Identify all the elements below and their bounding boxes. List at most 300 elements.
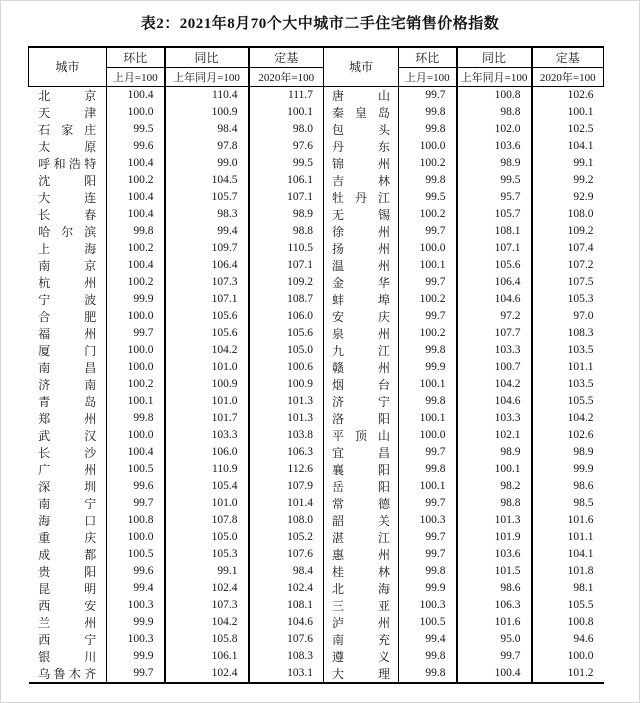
city-cell-right	[324, 155, 399, 172]
city-name: 郑州	[38, 411, 97, 426]
base-cell-right: 97.0	[573, 310, 594, 322]
city-cell-left	[29, 495, 107, 512]
yoy-cell-left: 105.8	[165, 631, 249, 648]
city-cell-left	[29, 104, 107, 121]
base-cell-right: 100.1	[567, 106, 594, 118]
city-name: 昆明	[38, 581, 97, 596]
city-cell-left	[29, 257, 107, 274]
base-cell-left: 108.1	[249, 597, 324, 614]
city-cell-left	[29, 563, 107, 580]
yoy-cell-left: 106.4	[165, 257, 249, 274]
city-cell-right	[324, 512, 399, 529]
table-body	[29, 86, 604, 683]
base-cell-left: 98.4	[249, 563, 324, 580]
base-cell-left: 107.1	[249, 257, 324, 274]
mom-cell-left: 100.0	[107, 529, 165, 546]
city-name: 烟台	[332, 377, 390, 392]
yoy-cell-right: 106.4	[457, 274, 532, 291]
yoy-cell-right: 105.7	[457, 206, 532, 223]
base-cell-left: 108.7	[249, 291, 324, 308]
yoy-cell-right: 100.4	[457, 665, 532, 683]
city-name: 蚌埠	[332, 292, 390, 307]
city-cell-left	[29, 155, 107, 172]
city-name: 兰州	[38, 615, 97, 630]
city-cell-right	[324, 342, 399, 359]
mom-cell-right: 99.8	[399, 393, 457, 410]
yoy-cell-left: 106.0	[165, 444, 249, 461]
city-name: 牡丹江	[332, 190, 390, 205]
base-cell-left: 101.4	[249, 495, 324, 512]
base-cell-right: 107.4	[567, 242, 594, 254]
table-row	[29, 121, 604, 138]
base-cell-right: 101.1	[567, 361, 594, 373]
subheader-base-right: 2020年=100	[532, 67, 604, 86]
city-name: 南宁	[38, 496, 97, 511]
yoy-cell-left: 104.2	[165, 614, 249, 631]
yoy-cell-left: 105.0	[165, 529, 249, 546]
yoy-cell-right: 100.8	[457, 86, 532, 104]
table-row	[29, 478, 604, 495]
mom-cell-left: 99.8	[107, 410, 165, 427]
table-row	[29, 410, 604, 427]
city-name: 哈尔滨	[38, 224, 97, 239]
city-cell-right	[324, 631, 399, 648]
base-cell-right: 105.5	[567, 599, 594, 611]
city-name: 上海	[38, 241, 97, 256]
city-name: 广州	[38, 462, 97, 477]
city-cell-left	[29, 614, 107, 631]
city-name: 成都	[38, 547, 97, 562]
base-cell-left: 99.5	[249, 155, 324, 172]
subheader-base-left: 2020年=100	[249, 67, 324, 86]
mom-cell-right: 100.1	[399, 410, 457, 427]
yoy-cell-right: 107.7	[457, 325, 532, 342]
table-row	[29, 597, 604, 614]
city-name: 大连	[38, 190, 97, 205]
base-cell-left: 107.6	[249, 546, 324, 563]
base-cell-left: 101.3	[249, 410, 324, 427]
mom-cell-left: 99.4	[107, 580, 165, 597]
mom-cell-right: 100.2	[399, 291, 457, 308]
mom-cell-right: 100.0	[399, 427, 457, 444]
mom-cell-left: 99.6	[107, 138, 165, 155]
table-row	[29, 580, 604, 597]
city-cell-right	[324, 444, 399, 461]
mom-cell-left: 99.7	[107, 665, 165, 683]
city-name: 襄阳	[332, 462, 390, 477]
city-cell-left	[29, 223, 107, 240]
city-name: 锦州	[332, 156, 390, 171]
header-mom-left: 环比	[107, 47, 165, 67]
header-mom-right: 环比	[399, 47, 457, 67]
base-cell-right: 108.0	[567, 208, 594, 220]
mom-cell-right: 99.8	[399, 342, 457, 359]
city-cell-right	[324, 427, 399, 444]
base-cell-left: 103.1	[249, 665, 324, 683]
mom-cell-right: 99.9	[399, 580, 457, 597]
table-header	[29, 47, 604, 86]
base-cell-right: 101.6	[567, 514, 594, 526]
city-cell-left	[29, 172, 107, 189]
table-row	[29, 86, 604, 104]
mom-cell-left: 100.8	[107, 512, 165, 529]
base-cell-right: 99.2	[573, 174, 594, 186]
base-cell-right: 104.1	[567, 140, 594, 152]
city-cell-left	[29, 308, 107, 325]
mom-cell-left: 100.4	[107, 257, 165, 274]
city-cell-left	[29, 325, 107, 342]
city-cell-right	[324, 393, 399, 410]
city-cell-left	[29, 138, 107, 155]
city-cell-right	[324, 325, 399, 342]
mom-cell-left: 100.5	[107, 461, 165, 478]
city-cell-right	[324, 546, 399, 563]
base-cell-right: 98.9	[573, 446, 594, 458]
city-name: 石家庄	[38, 122, 97, 137]
city-cell-right	[324, 495, 399, 512]
header-city-right: 城市	[324, 47, 399, 86]
mom-cell-left: 100.4	[107, 189, 165, 206]
city-name: 桂林	[332, 564, 390, 579]
city-name: 温州	[332, 258, 390, 273]
table-row	[29, 495, 604, 512]
city-name: 徐州	[332, 224, 390, 239]
city-cell-right	[324, 410, 399, 427]
city-name: 呼和浩特	[38, 156, 97, 171]
mom-cell-left: 100.1	[107, 393, 165, 410]
yoy-cell-right: 104.6	[457, 393, 532, 410]
mom-cell-left: 100.2	[107, 172, 165, 189]
city-name: 宁波	[38, 292, 97, 307]
mom-cell-right: 99.7	[399, 546, 457, 563]
mom-cell-left: 100.5	[107, 546, 165, 563]
city-name: 福州	[38, 326, 97, 341]
base-cell-right: 99.9	[573, 463, 594, 475]
mom-cell-right: 99.8	[399, 461, 457, 478]
city-name: 洛阳	[332, 411, 390, 426]
table-row	[29, 206, 604, 223]
city-cell-right	[324, 597, 399, 614]
table-row	[29, 376, 604, 393]
yoy-cell-right: 102.1	[457, 427, 532, 444]
base-cell-right: 101.2	[567, 667, 594, 679]
yoy-cell-left: 110.9	[165, 461, 249, 478]
city-name: 赣州	[332, 360, 390, 375]
city-cell-left	[29, 597, 107, 614]
base-cell-left: 100.9	[249, 376, 324, 393]
city-name: 深圳	[38, 479, 97, 494]
base-cell-left: 98.9	[249, 206, 324, 223]
base-cell-left: 103.8	[249, 427, 324, 444]
city-cell-right	[324, 104, 399, 121]
yoy-cell-right: 105.6	[457, 257, 532, 274]
mom-cell-left: 100.0	[107, 308, 165, 325]
subheader-yoy-left: 上年同月=100	[165, 67, 249, 86]
city-name: 安庆	[332, 309, 390, 324]
yoy-cell-left: 109.7	[165, 240, 249, 257]
mom-cell-right: 99.7	[399, 223, 457, 240]
mom-cell-right: 99.7	[399, 274, 457, 291]
base-cell-left: 112.6	[249, 461, 324, 478]
city-name: 天津	[38, 105, 97, 120]
yoy-cell-left: 101.0	[165, 393, 249, 410]
mom-cell-left: 99.9	[107, 291, 165, 308]
base-cell-right: 102.6	[567, 89, 594, 101]
city-name: 长春	[38, 207, 97, 222]
city-cell-left	[29, 631, 107, 648]
table-row	[29, 291, 604, 308]
yoy-cell-right: 100.7	[457, 359, 532, 376]
yoy-cell-left: 110.4	[165, 86, 249, 104]
city-name: 无锡	[332, 207, 390, 222]
yoy-cell-right: 98.8	[457, 104, 532, 121]
yoy-cell-right: 103.6	[457, 546, 532, 563]
base-cell-left: 104.6	[249, 614, 324, 631]
base-cell-left: 108.3	[249, 648, 324, 665]
mom-cell-left: 100.0	[107, 104, 165, 121]
yoy-cell-left: 105.7	[165, 189, 249, 206]
city-name: 乌鲁木齐	[38, 666, 97, 681]
city-name: 丹东	[332, 139, 390, 154]
base-cell-left: 109.2	[249, 274, 324, 291]
table-row	[29, 444, 604, 461]
city-name: 沈阳	[38, 173, 97, 188]
page-title: 表2：2021年8月70个大中城市二手住宅销售价格指数	[140, 16, 500, 32]
city-cell-right	[324, 648, 399, 665]
city-cell-right	[324, 580, 399, 597]
yoy-cell-right: 98.2	[457, 478, 532, 495]
city-cell-right	[324, 308, 399, 325]
mom-cell-right: 100.2	[399, 325, 457, 342]
yoy-cell-right: 103.6	[457, 138, 532, 155]
city-name: 宜昌	[332, 445, 390, 460]
city-cell-left	[29, 291, 107, 308]
city-name: 泸州	[332, 615, 390, 630]
city-name: 扬州	[332, 241, 390, 256]
base-cell-right: 107.2	[567, 259, 594, 271]
table-row	[29, 393, 604, 410]
mom-cell-left: 100.4	[107, 155, 165, 172]
city-name: 大理	[332, 666, 390, 681]
mom-cell-right: 100.0	[399, 138, 457, 155]
city-cell-left	[29, 393, 107, 410]
city-cell-right	[324, 478, 399, 495]
base-cell-left: 100.1	[249, 104, 324, 121]
base-cell-left: 105.2	[249, 529, 324, 546]
yoy-cell-left: 104.5	[165, 172, 249, 189]
mom-cell-right: 100.2	[399, 206, 457, 223]
table-row	[29, 614, 604, 631]
yoy-cell-right: 106.3	[457, 597, 532, 614]
yoy-cell-right: 99.5	[457, 172, 532, 189]
base-cell-left: 98.8	[249, 223, 324, 240]
mom-cell-right: 100.1	[399, 376, 457, 393]
yoy-cell-right: 98.9	[457, 155, 532, 172]
base-cell-right: 109.2	[567, 225, 594, 237]
city-name: 西宁	[38, 632, 97, 647]
yoy-cell-left: 103.3	[165, 427, 249, 444]
yoy-cell-right: 108.1	[457, 223, 532, 240]
table-row	[29, 665, 604, 683]
base-cell-right: 107.5	[567, 276, 594, 288]
yoy-cell-left: 100.9	[165, 376, 249, 393]
city-name: 惠州	[332, 547, 390, 562]
base-cell-left: 98.0	[249, 121, 324, 138]
base-cell-right: 101.8	[567, 565, 594, 577]
table-row	[29, 257, 604, 274]
base-cell-left: 111.7	[249, 86, 324, 104]
yoy-cell-right: 101.3	[457, 512, 532, 529]
city-name: 唐山	[332, 88, 390, 103]
base-cell-right: 94.6	[573, 633, 594, 645]
city-name: 湛江	[332, 530, 390, 545]
city-name: 厦门	[38, 343, 97, 358]
city-cell-right	[324, 121, 399, 138]
yoy-cell-left: 99.0	[165, 155, 249, 172]
mom-cell-right: 99.8	[399, 665, 457, 683]
table-row	[29, 563, 604, 580]
city-name: 济南	[38, 377, 97, 392]
city-cell-left	[29, 121, 107, 138]
base-cell-right: 100.0	[567, 650, 594, 662]
city-cell-right	[324, 563, 399, 580]
base-cell-left: 106.1	[249, 172, 324, 189]
base-cell-right: 100.8	[567, 616, 594, 628]
city-name: 长沙	[38, 445, 97, 460]
table-row	[29, 325, 604, 342]
yoy-cell-left: 101.0	[165, 495, 249, 512]
base-cell-left: 101.3	[249, 393, 324, 410]
base-cell-right: 98.5	[573, 497, 594, 509]
yoy-cell-left: 102.4	[165, 580, 249, 597]
subheader-yoy-right: 上年同月=100	[457, 67, 532, 86]
city-cell-left	[29, 342, 107, 359]
yoy-cell-right: 107.1	[457, 240, 532, 257]
city-cell-right	[324, 257, 399, 274]
mom-cell-right: 99.4	[399, 631, 457, 648]
city-name: 重庆	[38, 530, 97, 545]
base-cell-right: 101.1	[567, 531, 594, 543]
base-cell-left: 106.3	[249, 444, 324, 461]
table-row	[29, 512, 604, 529]
base-cell-right: 98.1	[573, 582, 594, 594]
city-cell-left	[29, 580, 107, 597]
city-name: 平顶山	[332, 428, 390, 443]
mom-cell-left: 100.2	[107, 376, 165, 393]
base-cell-right: 104.2	[567, 412, 594, 424]
city-name: 贵阳	[38, 564, 97, 579]
city-cell-left	[29, 665, 107, 683]
yoy-cell-left: 104.2	[165, 342, 249, 359]
mom-cell-right: 99.9	[399, 359, 457, 376]
base-cell-right: 105.5	[567, 395, 594, 407]
mom-cell-right: 99.7	[399, 308, 457, 325]
mom-cell-left: 100.0	[107, 342, 165, 359]
mom-cell-left: 100.4	[107, 86, 165, 104]
table-row	[29, 172, 604, 189]
base-cell-left: 107.9	[249, 478, 324, 495]
city-name: 北京	[38, 88, 97, 103]
base-cell-left: 108.0	[249, 512, 324, 529]
city-cell-right	[324, 274, 399, 291]
table-row	[29, 427, 604, 444]
city-name: 南昌	[38, 360, 97, 375]
mom-cell-left: 100.3	[107, 597, 165, 614]
city-cell-right	[324, 376, 399, 393]
base-cell-left: 106.0	[249, 308, 324, 325]
base-cell-right: 92.9	[573, 191, 594, 203]
yoy-cell-right: 98.8	[457, 495, 532, 512]
city-cell-left	[29, 461, 107, 478]
city-cell-right	[324, 461, 399, 478]
base-cell-right: 104.1	[567, 548, 594, 560]
mom-cell-right: 100.1	[399, 257, 457, 274]
base-cell-right: 102.5	[567, 123, 594, 135]
mom-cell-right: 100.2	[399, 155, 457, 172]
mom-cell-right: 100.0	[399, 240, 457, 257]
mom-cell-right: 100.1	[399, 478, 457, 495]
mom-cell-right: 99.7	[399, 529, 457, 546]
table-row	[29, 138, 604, 155]
mom-cell-right: 100.3	[399, 512, 457, 529]
yoy-cell-right: 98.9	[457, 444, 532, 461]
subheader-mom-right: 上月=100	[399, 67, 457, 86]
header-yoy-right: 同比	[457, 47, 532, 67]
yoy-cell-right: 100.1	[457, 461, 532, 478]
yoy-cell-left: 97.8	[165, 138, 249, 155]
yoy-cell-right: 104.2	[457, 376, 532, 393]
yoy-cell-left: 105.4	[165, 478, 249, 495]
city-cell-left	[29, 546, 107, 563]
mom-cell-right: 99.8	[399, 648, 457, 665]
base-cell-left: 97.6	[249, 138, 324, 155]
city-cell-right	[324, 359, 399, 376]
table-row	[29, 342, 604, 359]
table-row	[29, 189, 604, 206]
yoy-cell-left: 99.1	[165, 563, 249, 580]
mom-cell-left: 99.7	[107, 495, 165, 512]
yoy-cell-right: 95.7	[457, 189, 532, 206]
city-cell-right	[324, 665, 399, 683]
yoy-cell-left: 101.0	[165, 359, 249, 376]
table-row	[29, 155, 604, 172]
city-cell-right	[324, 291, 399, 308]
yoy-cell-right: 103.3	[457, 342, 532, 359]
city-cell-right	[324, 240, 399, 257]
mom-cell-left: 100.2	[107, 240, 165, 257]
city-name: 西安	[38, 598, 97, 613]
base-cell-right: 105.3	[567, 293, 594, 305]
mom-cell-right: 99.7	[399, 86, 457, 104]
city-name: 金华	[332, 275, 390, 290]
yoy-cell-left: 101.7	[165, 410, 249, 427]
city-name: 包头	[332, 122, 390, 137]
yoy-cell-right: 97.2	[457, 308, 532, 325]
mom-cell-right: 99.8	[399, 104, 457, 121]
city-cell-right	[324, 172, 399, 189]
city-name: 秦皇岛	[332, 105, 390, 120]
mom-cell-right: 99.8	[399, 563, 457, 580]
mom-cell-right: 100.5	[399, 614, 457, 631]
city-name: 南京	[38, 258, 97, 273]
city-name: 韶关	[332, 513, 390, 528]
yoy-cell-right: 101.9	[457, 529, 532, 546]
yoy-cell-left: 107.8	[165, 512, 249, 529]
subheader-mom-left: 上月=100	[107, 67, 165, 86]
city-name: 三亚	[332, 598, 390, 613]
city-name: 吉林	[332, 173, 390, 188]
city-cell-left	[29, 86, 107, 104]
